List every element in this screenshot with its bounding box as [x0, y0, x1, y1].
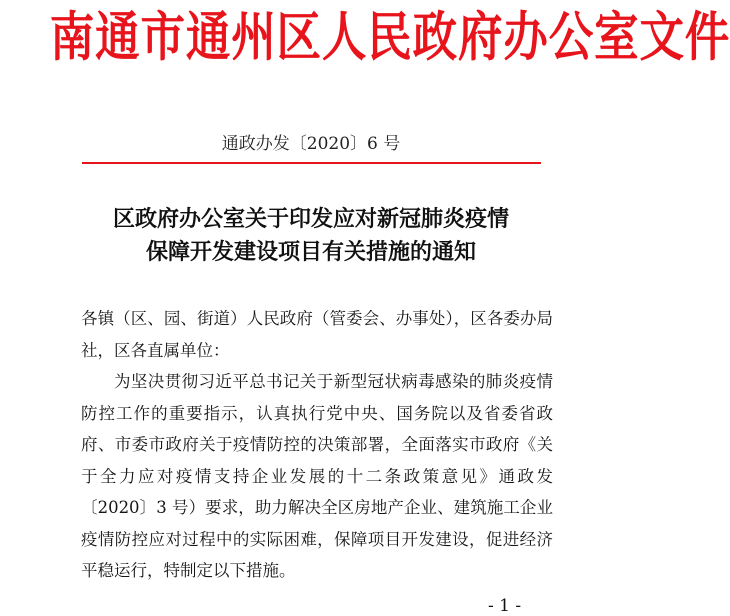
addressee-paragraph: 各镇（区、园、街道）人民政府（管委会、办事处），区各委办局社，区各直属单位： [81, 309, 553, 360]
document-title [0, 203, 622, 269]
title-line-1: 区政府办公室关于印发应对新冠肺炎疫情 [112, 207, 509, 232]
page-number: - 1 - [488, 596, 522, 616]
red-divider-line [82, 162, 541, 164]
document-number: 通政办发〔2020〕6 号 [221, 134, 401, 154]
document-masthead: 南通市通州区人民政府办公室文件 [49, 6, 730, 68]
title-line-2: 保障开发建设项目有关措施的通知 [145, 240, 476, 265]
body-paragraph: 为坚决贯彻习近平总书记关于新型冠状病毒感染的肺炎疫情防控工作的重要指示，认真执行党中央、国务院以及省委省政府、市委市政府关于疫情防控的决策部署，全面落实市政府《关于全力应对疫情支持企业发展的十二条政策意见》通政发〔2020〕3 号）要求，助力解决全区房地产企业、建筑施工企业疫情防控应对过程中的实际困难，保障项目开发建设，促进经济平稳运行，特制定以下措施。 [81, 372, 553, 580]
document-body [81, 303, 553, 587]
